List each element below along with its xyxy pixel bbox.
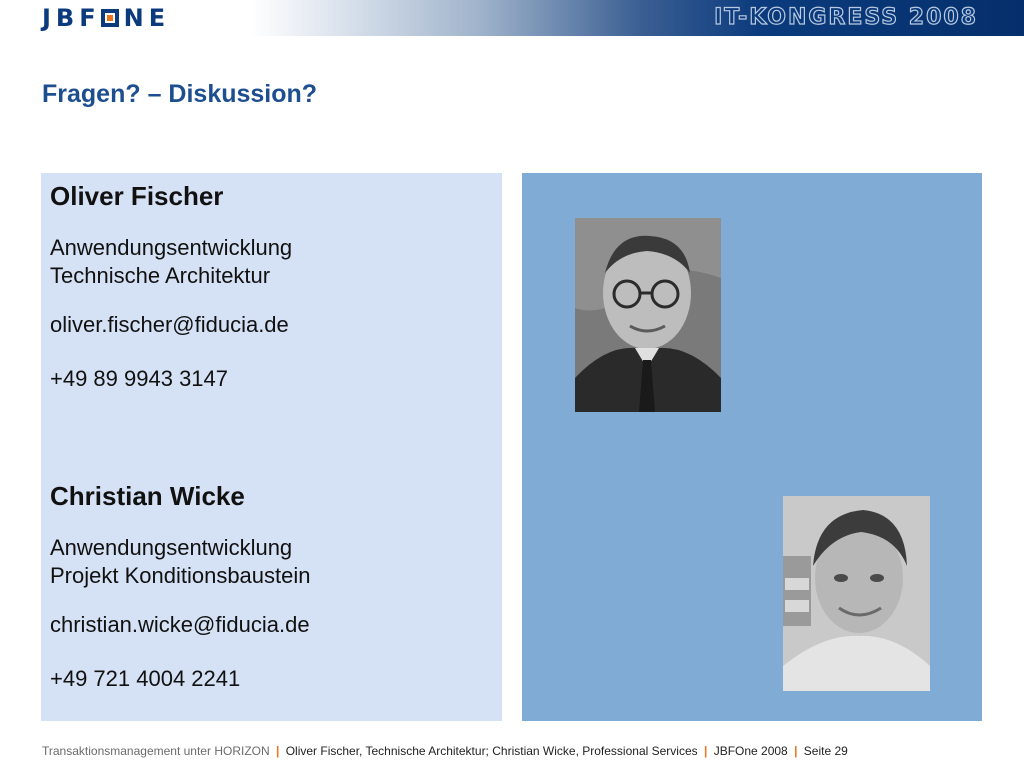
event-title: IT-KONGRESS 2008	[714, 5, 978, 30]
contact-email[interactable]: oliver.fischer@fiducia.de	[50, 312, 289, 337]
contact-card-oliver-fischer	[50, 181, 292, 392]
contact-email[interactable]: christian.wicke@fiducia.de	[50, 612, 310, 637]
contact-card-christian-wicke	[50, 481, 311, 692]
footer	[42, 744, 982, 758]
footer-separator: |	[794, 744, 798, 758]
oliver-fischer-photo	[575, 218, 721, 412]
contact-role-line2: Projekt Konditionsbaustein	[50, 563, 311, 588]
logo-text: JBF	[42, 4, 101, 32]
contact-role-line1: Anwendungsentwicklung	[50, 235, 293, 260]
footer-separator: |	[703, 744, 708, 758]
jbfone-logo	[42, 4, 170, 32]
slide-title: Fragen? – Diskussion?	[42, 80, 318, 108]
contact-phone: +49 89 9943 3147	[50, 366, 229, 391]
logo-o-mark-icon	[101, 9, 119, 27]
footer-page-number: Seite 29	[803, 744, 848, 758]
contact-role-line2: Technische Architektur	[50, 263, 271, 288]
footer-topic: Transaktionsmanagement unter HORIZON	[42, 744, 270, 758]
contacts-panel	[41, 173, 502, 721]
contact-name: Christian Wicke	[50, 481, 245, 511]
footer-separator: |	[276, 744, 280, 758]
contact-phone: +49 721 4004 2241	[50, 666, 241, 691]
christian-wicke-photo	[783, 496, 930, 691]
contact-name: Oliver Fischer	[50, 181, 224, 211]
logo-text-tail: NE	[123, 4, 171, 32]
footer-authors: Oliver Fischer, Technische Architektur; Christian Wicke, Professional Services	[285, 744, 698, 758]
contact-role-line1: Anwendungsentwicklung	[50, 535, 293, 560]
footer-event: JBFOne 2008	[713, 744, 788, 758]
